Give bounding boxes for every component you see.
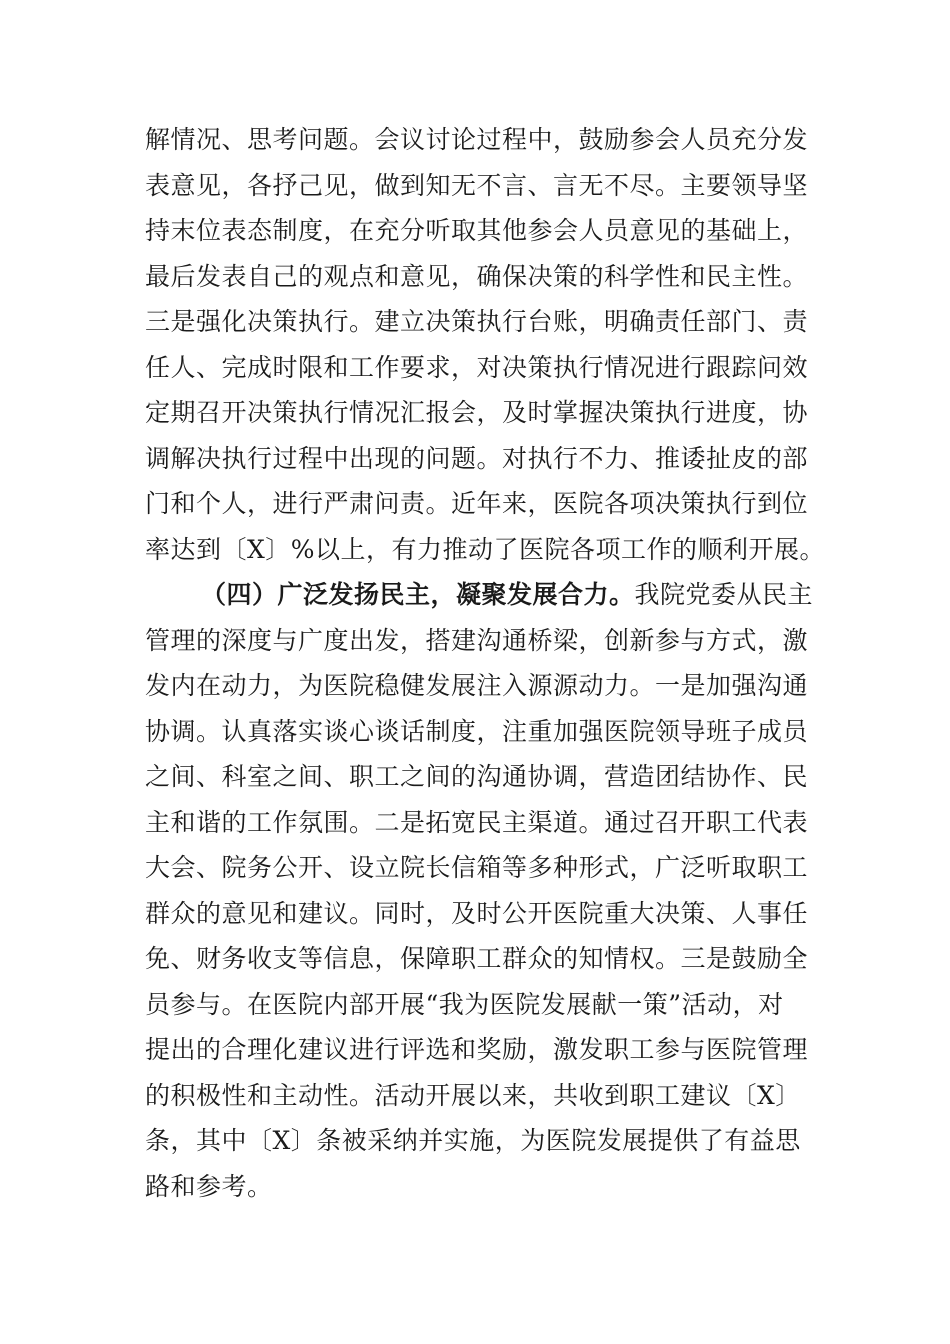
text-line: 定期召开决策执行情况汇报会，及时掌握决策执行进度，协 [145,398,809,427]
text-line: 路和参考。 [145,1171,273,1201]
text-line: 三是强化决策执行。建立决策执行台账，明确责任部门、责 [145,307,809,336]
text-line: 管理的深度与广度出发，搭建沟通桥梁，创新参与方式，激 [145,625,809,655]
section-heading-line [145,572,815,618]
text-line: 大会、院务公开、设立院长信箱等多种形式，广泛听取职工 [145,853,809,882]
text-line: 解情况、思考问题。会议讨论过程中，鼓励参会人员充分发 [145,125,809,154]
text-line: 群众的意见和建议。同时，及时公开医院重大决策、人事任 [145,898,809,928]
text-line: 的积极性和主动性。活动开展以来，共收到职工建议〔X〕 [145,1080,801,1110]
text-line: 提出的合理化建议进行评选和奖励，激发职工参与医院管理 [145,1035,809,1064]
text-line: 员参与。在医院内部开展“我为医院发展献一策”活动，对 [145,989,784,1019]
text-line: 最后发表自己的观点和意见，确保决策的科学性和民主性。 [145,261,809,291]
text-line: 之间、科室之间、职工之间的沟通协调，营造团结协作、民 [145,762,809,791]
text-line: 发内在动力，为医院稳健发展注入源源动力。一是加强沟通 [145,671,809,700]
body-text [145,117,826,1209]
text-line: 率达到〔X〕%以上，有力推动了医院各项工作的顺利开展。 [145,534,826,564]
text-line: 持末位表态制度，在充分听取其他参会人员意见的基础上， [145,216,809,245]
section-heading: （四）广泛发扬民主，凝聚发展合力。 [201,580,635,609]
text-line: 主和谐的工作氛围。二是拓宽民主渠道。通过召开职工代表 [145,807,809,837]
section-heading-continuation: 我院党委从民主 [634,580,814,609]
text-line: 免、财务收支等信息，保障职工群众的知情权。三是鼓励全 [145,944,809,973]
text-line: 表意见，各抒己见，做到知无不言、言无不尽。主要领导坚 [145,170,809,200]
text-line: 协调。认真落实谈心谈话制度，注重加强医院领导班子成员 [145,716,809,746]
text-line: 条，其中〔X〕条被采纳并实施，为医院发展提供了有益思 [145,1126,801,1155]
text-line: 门和个人，进行严肃问责。近年来，医院各项决策执行到位 [145,489,809,518]
text-line: 调解决执行过程中出现的问题。对执行不力、推诿扯皮的部 [145,443,809,473]
text-line: 任人、完成时限和工作要求，对决策执行情况进行跟踪问效 [145,352,809,382]
